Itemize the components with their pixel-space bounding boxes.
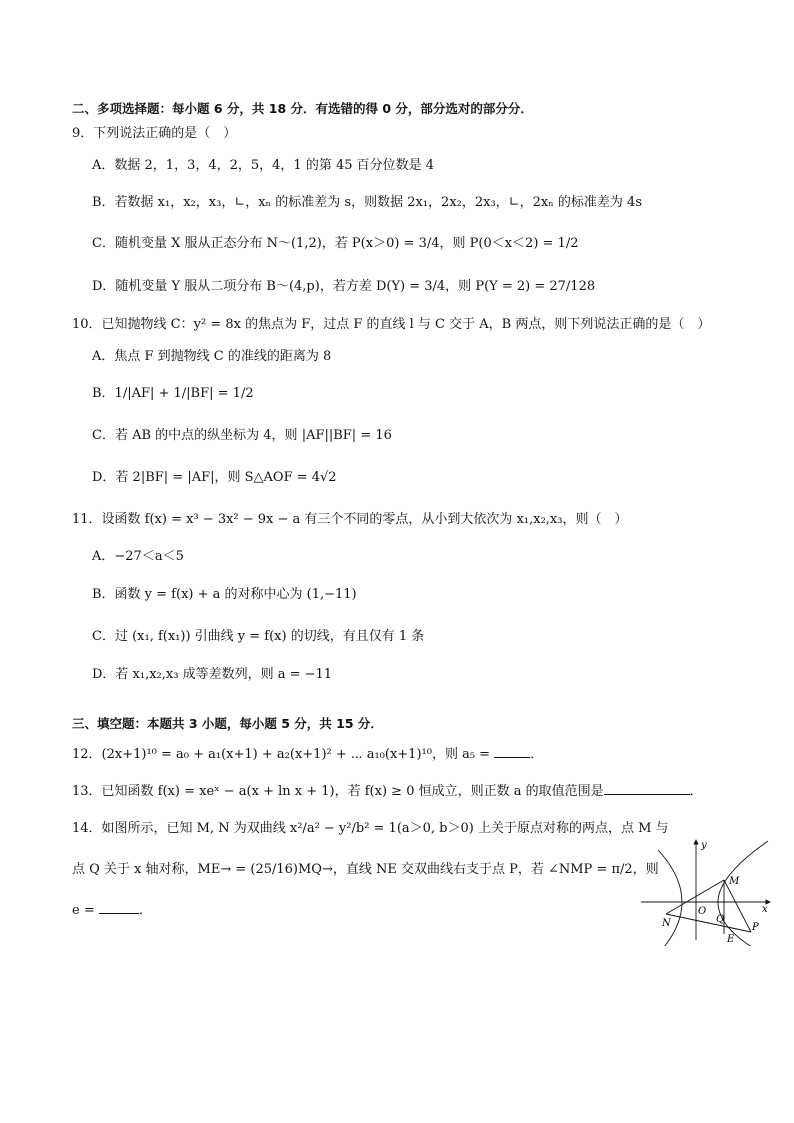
line-MP — [724, 880, 751, 932]
q13-answer-blank — [604, 782, 690, 795]
q11-option-b: B．函数 y = f(x) + a 的对称中心为 (1,−11) — [92, 587, 357, 602]
q13-end: ． — [689, 784, 703, 799]
q9-stem: 9．下列说法正确的是（ ） — [72, 126, 237, 141]
line-MN — [666, 880, 724, 914]
label-E: E — [727, 934, 735, 945]
q14-line3-text: e = — [72, 903, 99, 918]
section2-heading: 二、多项选择题：每小题 6 分，共 18 分．有选错的得 0 分，部分选对的部分分． — [72, 101, 533, 116]
q12-answer-blank — [494, 745, 530, 758]
section3-heading: 三、填空题：本题共 3 小题，每小题 5 分，共 15 分． — [72, 716, 383, 731]
q10-option-a: A．焦点 F 到抛物线 C 的准线的距离为 8 — [92, 349, 332, 364]
q14-answer-blank — [99, 901, 139, 914]
q11-option-d: D．若 x₁,x₂,x₃ 成等差数列，则 a = −11 — [92, 667, 333, 682]
q9-option-d: D．随机变量 Y 服从二项分布 B～(4,p)，若方差 D(Y) = 3/4，则 P(Y = 2) = 27/128 — [92, 279, 596, 294]
q10-stem: 10．已知抛物线 C：y² = 8x 的焦点为 F，过点 F 的直线 l 与 C 交于 A，B 两点，则下列说法正确的是（ ） — [72, 317, 711, 332]
line-NE — [666, 914, 751, 932]
q12-end: ． — [530, 747, 544, 762]
label-O: O — [698, 906, 707, 917]
q14-line1: 14．如图所示，已知 M, N 为双曲线 x²/a² − y²/b² = 1(a＞0, b＞0) 上关于原点对称的两点，点 M 与 — [72, 821, 669, 836]
label-y: y — [701, 840, 707, 851]
q14-line2: 点 Q 关于 x 轴对称，ME→ = (25/16)MQ→，直线 NE 交双曲线右支于点 P，若 ∠NMP = π/2，则 — [72, 862, 659, 877]
q10-option-d: D．若 2|BF| = |AF|，则 S△AOF = 4√2 — [92, 470, 337, 485]
q12 — [72, 745, 543, 763]
q9-option-b: B．若数据 x₁，x₂，x₃，∟，xₙ 的标准差为 s，则数据 2x₁，2x₂，2x₃，∟，2xₙ 的标准差为 4s — [92, 195, 642, 210]
q13 — [72, 782, 703, 800]
q10-option-b: B．1/|AF| + 1/|BF| = 1/2 — [92, 386, 254, 401]
label-x: x — [762, 904, 768, 915]
q10-option-c: C．若 AB 的中点的纵坐标为 4，则 |AF||BF| = 16 — [92, 428, 392, 443]
q14-line3 — [72, 901, 152, 919]
q14-end: ． — [138, 903, 152, 918]
hyperbola-left-branch — [658, 850, 682, 946]
label-P: P — [752, 922, 759, 933]
label-M: M — [729, 876, 740, 887]
q13-text: 13．已知函数 f(x) = xeˣ − a(x + ln x + 1)，若 f(x) ≥ 0 恒成立，则正数 a 的取值范围是 — [72, 784, 604, 799]
q11-option-c: C．过 (x₁, f(x₁)) 引曲线 y = f(x) 的切线，有且仅有 1 条 — [92, 629, 425, 644]
q11-stem: 11．设函数 f(x) = x³ − 3x² − 9x − a 有三个不同的零点，从小到大依次为 x₁,x₂,x₃，则（ ） — [72, 512, 628, 527]
q9-option-a: A．数据 2，1，3，4，2，5，4，1 的第 45 百分位数是 4 — [92, 158, 435, 173]
label-Q: Q — [716, 914, 725, 925]
q12-text: 12．(2x+1)¹⁰ = a₀ + a₁(x+1) + a₂(x+1)² + ⋯ a₁₀(x+1)¹⁰，则 a₅ = — [72, 747, 495, 762]
q9-option-c: C．随机变量 X 服从正态分布 N～(1,2)，若 P(x＞0) = 3/4，则 P(0＜x＜2) = 1/2 — [92, 236, 579, 251]
q11-option-a: A．−27＜a＜5 — [92, 549, 184, 564]
label-N: N — [662, 918, 671, 929]
hyperbola-figure — [636, 836, 776, 946]
